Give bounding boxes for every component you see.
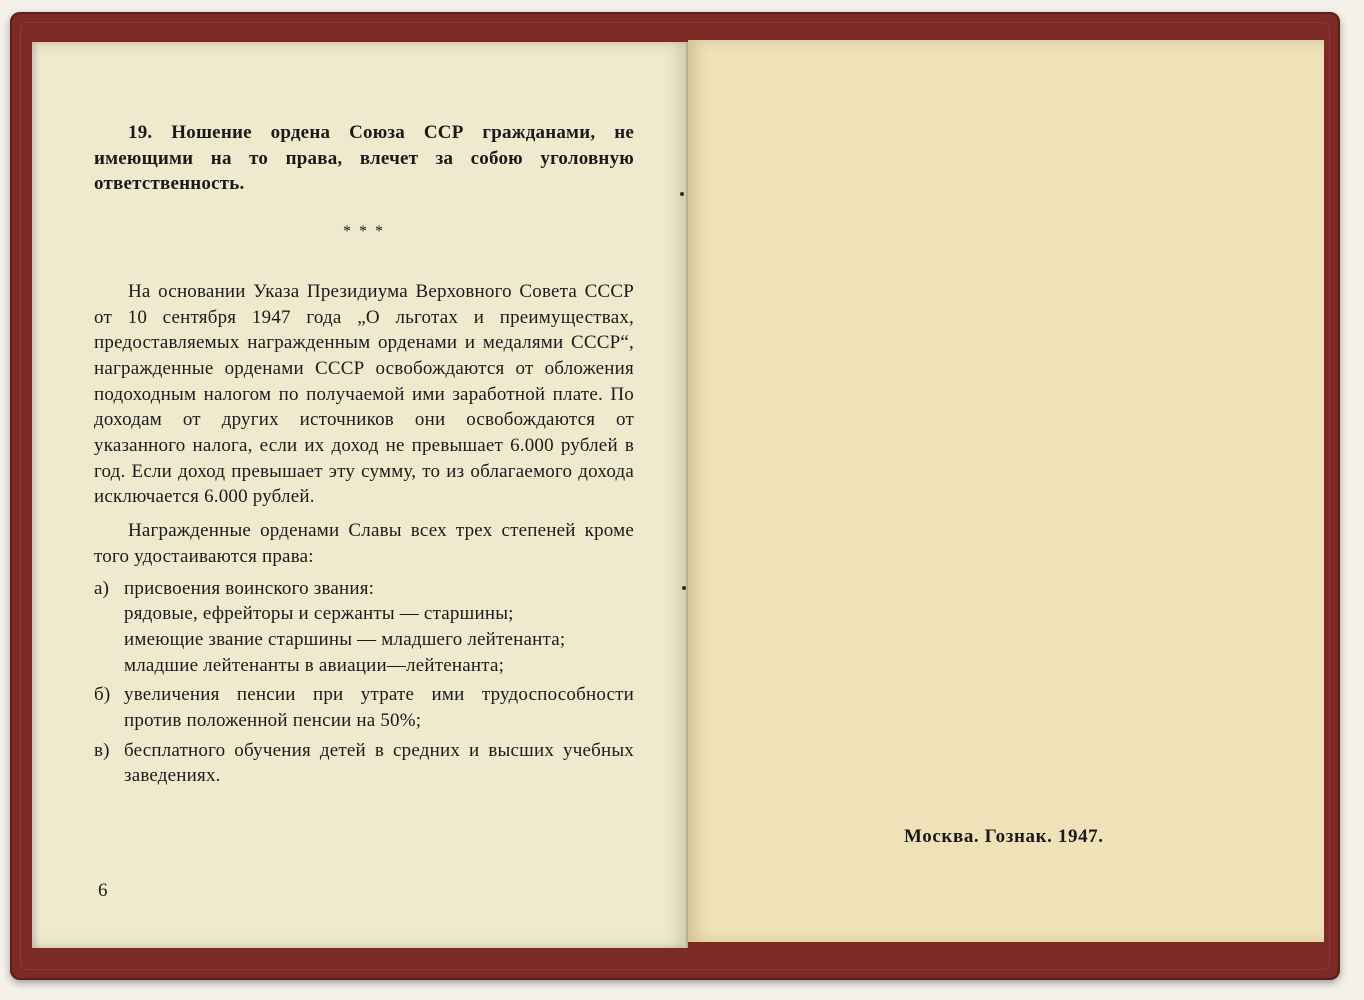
section-separator: * * * [343,223,385,241]
left-page-text [94,120,634,793]
list-marker: в) [94,739,110,761]
list-item [94,576,634,679]
stitch-mark [680,192,684,196]
right-page [688,40,1324,942]
list-item-line: имеющие звание старшины — младшего лейтенанта; [124,628,566,650]
left-page [32,42,688,948]
list-item-line: младшие лейтенанты в авиации—лейтенанта; [124,654,505,676]
list-item-body: бесплатного обучения детей в средних и высших учебных заведениях. [124,739,634,787]
list-marker: б) [94,684,111,706]
stitch-mark [682,586,686,590]
publisher-imprint: Москва. Гознак. 1947. [904,826,1104,847]
list-item [94,682,634,733]
list-item-line: рядовые, ефрейторы и сержанты — старшины; [124,603,514,625]
paragraph-glory-order: Награжденные орденами Славы всех трех степеней кроме того удостаиваются права: [94,520,634,567]
list-item-line: присвоения воинского звания: [124,577,375,599]
list-item [94,738,634,789]
list-item-body: увеличения пенсии при утрате ими трудоспособности против положенной пенсии на 50%; [124,684,634,732]
page-number: 6 [98,880,108,901]
list-item-body [124,576,634,679]
rights-list [94,576,634,790]
paragraph-19: 19. Ношение ордена Союза ССР гражданами, не имеющими на то права, влечет за собою уголовную ответственность. [94,122,634,195]
paragraph-decree: На основании Указа Президиума Верховного Совета СССР от 10 сентября 1947 года „О льготах и преимуществах, предоставляемых награжденным орденами и медалями СССР“, награжденные орденами СССР освобождаются от обложения подоходным налогом по получаемой ими заработной плате. По доходам от других источников они освобождаются от указанного налога, если их доход не превышает 6.000 рублей в год. Если доход превышает эту сумму, то из облагаемого дохода исключается 6.000 рублей. [94,280,634,508]
list-marker: а) [94,577,110,599]
